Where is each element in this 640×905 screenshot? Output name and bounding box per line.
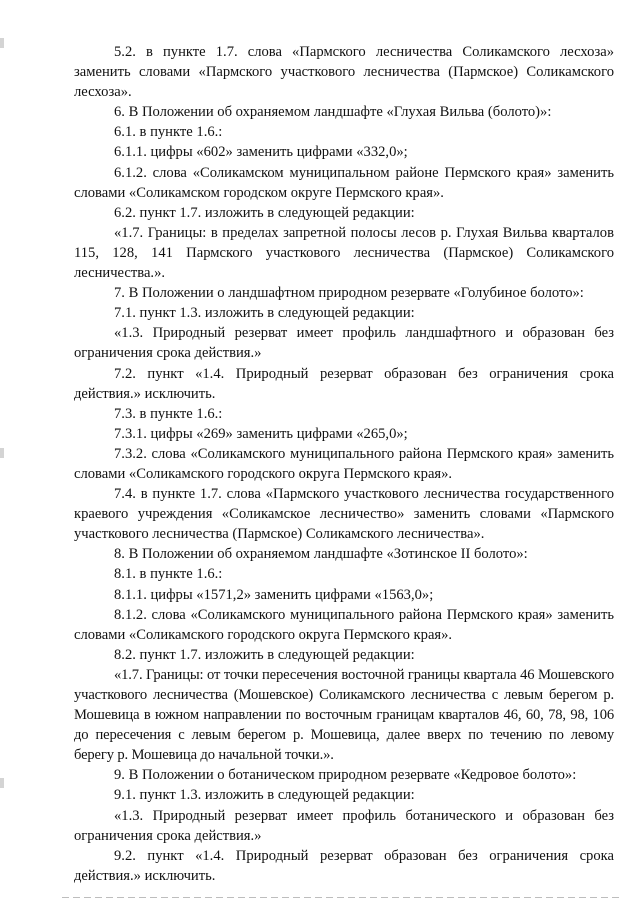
paragraph-8: 8. В Положении об охраняемом ландшафте «Зотинское II болото»: bbox=[114, 546, 528, 563]
paragraph-6-1-2: 6.1.2. слова «Соликамском муниципальном районе Пермского края» заменить словами «Соликамском городском округе Пермского края». bbox=[74, 164, 614, 201]
paragraph-6: 6. В Положении об охраняемом ландшафте «Глухая Вильва (болото)»: bbox=[114, 104, 552, 121]
paragraph-7-3: 7.3. в пункте 1.6.: bbox=[114, 405, 223, 422]
paragraph-6-1-1: 6.1.1. цифры «602» заменить цифрами «332,0»; bbox=[114, 144, 408, 161]
paragraph-7: 7. В Положении о ландшафтном природном резервате «Голубиное болото»: bbox=[114, 285, 584, 302]
paragraph-8-1-2: 8.1.2. слова «Соликамского муниципального района Пермского края» заменить словами «Соликамского городского округа Пермского края». bbox=[74, 606, 614, 643]
paragraph-8-1: 8.1. в пункте 1.6.: bbox=[114, 566, 223, 583]
paragraph-6-1: 6.1. в пункте 1.6.: bbox=[114, 124, 223, 141]
paragraph-6-2: 6.2. пункт 1.7. изложить в следующей редакции: bbox=[114, 204, 415, 221]
scan-edge-mark bbox=[0, 448, 4, 458]
paragraph-8-1-1: 8.1.1. цифры «1571,2» заменить цифрами «1563,0»; bbox=[114, 586, 434, 603]
paragraph-7-4: 7.4. в пункте 1.7. слова «Пармского участкового лесничества государственного краевого учреждения «Соликамское лесничество» заменить словами «Пармского участкового лесничества (Пармское) Соликамского лесничества». bbox=[74, 486, 614, 543]
paragraph-9: 9. В Положении о ботаническом природном резервате «Кедровое болото»: bbox=[114, 767, 577, 784]
paragraph-5-2: 5.2. в пункте 1.7. слова «Пармского лесничества Соликамского лесхоза» заменить словами «Пармского участкового лесничества (Пармское) Соликамского лесхоза». bbox=[74, 44, 614, 101]
paragraph-7-3-2: 7.3.2. слова «Соликамского муниципального района Пермского края» заменить словами «Соликамского городского округа Пермского края». bbox=[74, 445, 614, 482]
paragraph-8-2-text: «1.7. Границы: от точки пересечения восточной границы квартала 46 Мошевского участкового лесничества (Мошевское) Соликамского лесничества с левым берегом р. Мошевица в южном направлении по восточным границам кварталов 46, 60, 78, 98, 106 до пересечения с левым берегом р. Мошевица, далее вверх по течению по левому берегу р. Мошевица до начальной точки.». bbox=[74, 666, 614, 764]
paragraph-7-1-text: «1.3. Природный резерват имеет профиль ландшафтного и образован без ограничения срока действия.» bbox=[74, 325, 614, 362]
paragraph-9-2: 9.2. пункт «1.4. Природный резерват образован без ограничения срока действия.» исключить. bbox=[74, 847, 614, 884]
paragraph-7-3-1: 7.3.1. цифры «269» заменить цифрами «265,0»; bbox=[114, 425, 408, 442]
paragraph-7-2: 7.2. пункт «1.4. Природный резерват образован без ограничения срока действия.» исключить. bbox=[74, 365, 614, 402]
paragraph-7-1: 7.1. пункт 1.3. изложить в следующей редакции: bbox=[114, 305, 415, 322]
document-body bbox=[74, 42, 614, 886]
paragraph-6-2-text: «1.7. Границы: в пределах запретной полосы лесов р. Глухая Вильва кварталов 115, 128, 141 Пармского участкового лесничества (Пармское) Соликамского лесничества.». bbox=[74, 224, 614, 282]
paragraph-9-1: 9.1. пункт 1.3. изложить в следующей редакции: bbox=[114, 787, 415, 804]
scan-edge-mark bbox=[0, 38, 4, 48]
paragraph-9-1-text: «1.3. Природный резерват имеет профиль ботанического и образован без ограничения срока действия.» bbox=[74, 807, 614, 844]
scan-bottom-rule bbox=[62, 897, 622, 898]
scan-edge-mark bbox=[0, 778, 4, 788]
paragraph-8-2: 8.2. пункт 1.7. изложить в следующей редакции: bbox=[114, 646, 415, 663]
